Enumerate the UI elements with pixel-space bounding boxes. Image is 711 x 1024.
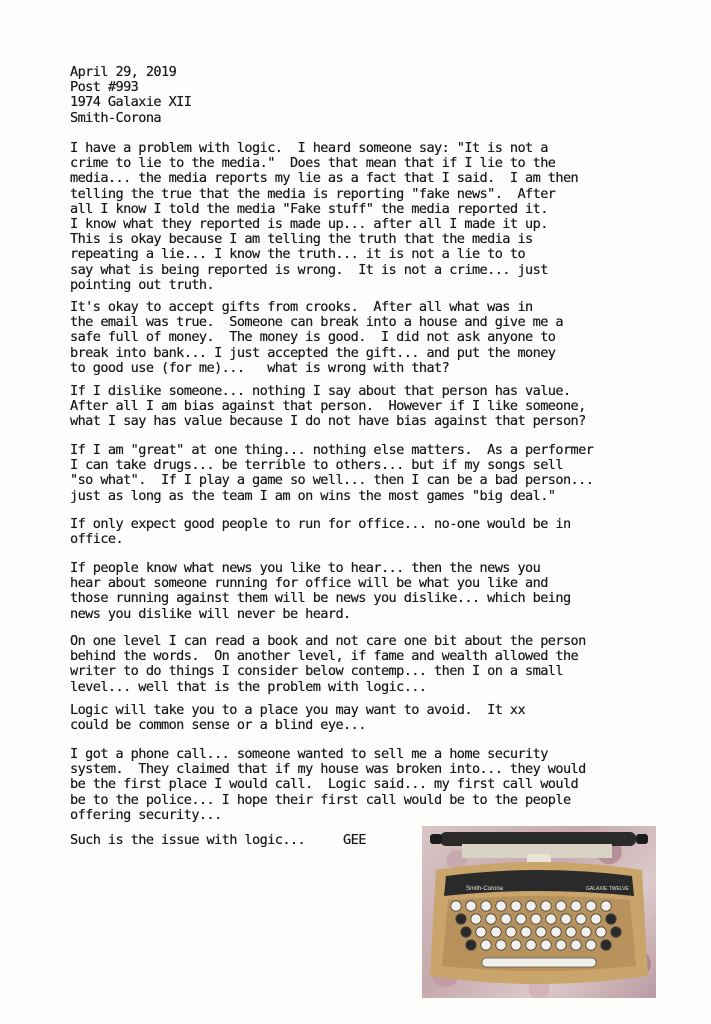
space-bar — [482, 958, 596, 967]
model-badge: GALAXIE TWELVE — [586, 886, 629, 892]
typewriter-key — [606, 914, 616, 924]
typewriter-key — [501, 914, 511, 924]
paragraph-great-at-one-thing: If I am "great" at one thing... nothing else matters. As a performer I can take drugs... be terrible to others... but if my songs sell "so what". If I play a game so well... then I can be a bad person... just as long as the team I am on wins the most games "big deal." — [70, 442, 594, 504]
typewriter-key — [541, 901, 551, 911]
platen-knob-left — [430, 834, 442, 844]
typewriter-key — [551, 927, 561, 937]
paragraph-gifts-from-crooks: It's okay to accept gifts from crooks. After all what was in the email was true. Someone can break into a house and give me a safe full of money. The money is good. I did not ask anyone to break into bank... I just accepted the gift... and put the money to good use (for me)... what is wrong with that? — [70, 299, 563, 376]
paragraph-good-people-office: If only expect good people to run for office... no-one would be in office. — [70, 516, 571, 548]
typewriter-brand: Smith-Corona — [70, 109, 162, 126]
typewriter-key — [561, 914, 571, 924]
paragraph-bias: If I dislike someone... nothing I say about that person has value. After all I am bias against that person. However if I like someone, what I say has value because I do not have bias against that person? — [70, 383, 586, 430]
typewriter-key — [586, 940, 596, 950]
letter-header — [70, 65, 670, 126]
typewriter-key — [471, 914, 481, 924]
typewriter-key — [526, 940, 536, 950]
typewriter-key — [586, 901, 596, 911]
closing-signature: Such is the issue with logic... GEE — [70, 832, 366, 848]
typewriter-key — [466, 901, 476, 911]
paragraph-book-and-author: On one level I can read a book and not care one bit about the person behind the words. On another level, if fame and wealth allowed the writer to do things I consider below contemp... then I on a small level... well that is the problem with logic... — [70, 633, 586, 695]
platen — [440, 832, 636, 846]
paragraph-media-lies: I have a problem with logic. I heard someone say: "It is not a crime to lie to the media." Does that mean that if I lie to the media... the media reports my lie as a fact that I said. I am then telling the true that the media is reporting "fake news". After all I know I told the media "Fake stuff" the media reported it. I know what they reported is made up... after all I made it up. This is okay because I am telling the truth that the media is repeating a lie... I know the truth... it is not a lie to to say what is being reported is wrong. It is not a crime... just pointing out truth. — [70, 140, 579, 293]
typewriter-key — [541, 940, 551, 950]
typewriter-key — [531, 914, 541, 924]
typewriter-key — [571, 940, 581, 950]
typewriter-model: 1974 Galaxie XII — [70, 94, 192, 111]
typewriter-key — [481, 901, 491, 911]
typewriter-key — [591, 914, 601, 924]
paragraph-news-you-like: If people know what news you like to hear... then the news you hear about someone running for office will be what you like and those running against them will be news you dislike... which being news you dislike will never be heard. — [70, 560, 571, 622]
typewriter-key — [456, 914, 466, 924]
typewriter-key — [556, 940, 566, 950]
typewriter-key — [466, 940, 476, 950]
typewriter-key — [546, 914, 556, 924]
typewriter-key — [521, 927, 531, 937]
typewriter-key — [511, 940, 521, 950]
typewriter-key — [511, 901, 521, 911]
typewriter-key — [581, 927, 591, 937]
paragraph-logic-place: Logic will take you to a place you may want to avoid. It xx could be common sense or a blind eye... — [70, 702, 526, 734]
typewriter-key — [461, 927, 471, 937]
typewriter-photo — [422, 826, 656, 998]
brand-badge: Smith-Corona — [466, 886, 504, 892]
typewriter-key — [526, 901, 536, 911]
platen-knob-right — [636, 834, 648, 844]
post-number: Post #993 — [70, 79, 139, 96]
typewriter-key — [571, 901, 581, 911]
typewriter-illustration — [422, 826, 656, 998]
typewriter-key — [611, 927, 621, 937]
typewriter-key — [516, 914, 526, 924]
typewriter-key — [601, 940, 611, 950]
typewriter-key — [481, 940, 491, 950]
typewriter-key — [451, 901, 461, 911]
typewriter-key — [506, 927, 516, 937]
typewriter-key — [576, 914, 586, 924]
typewriter-key — [566, 927, 576, 937]
typewriter-key — [536, 927, 546, 937]
letter-date: April 29, 2019 — [70, 64, 177, 80]
typewriter-key — [491, 927, 501, 937]
typewriter-key — [476, 927, 486, 937]
typewriter-key — [596, 927, 606, 937]
typewriter-key — [486, 914, 496, 924]
paragraph-security-call: I got a phone call... someone wanted to sell me a home security system. They claimed that if my house was broken into... they would be the first place I would call. Logic said... my first call would be to the police... I hope their first call would be to the people offering security... — [70, 746, 586, 823]
typewriter-key — [496, 940, 506, 950]
typewriter-key — [556, 901, 566, 911]
typewriter-key — [496, 901, 506, 911]
typewriter-key — [601, 901, 611, 911]
